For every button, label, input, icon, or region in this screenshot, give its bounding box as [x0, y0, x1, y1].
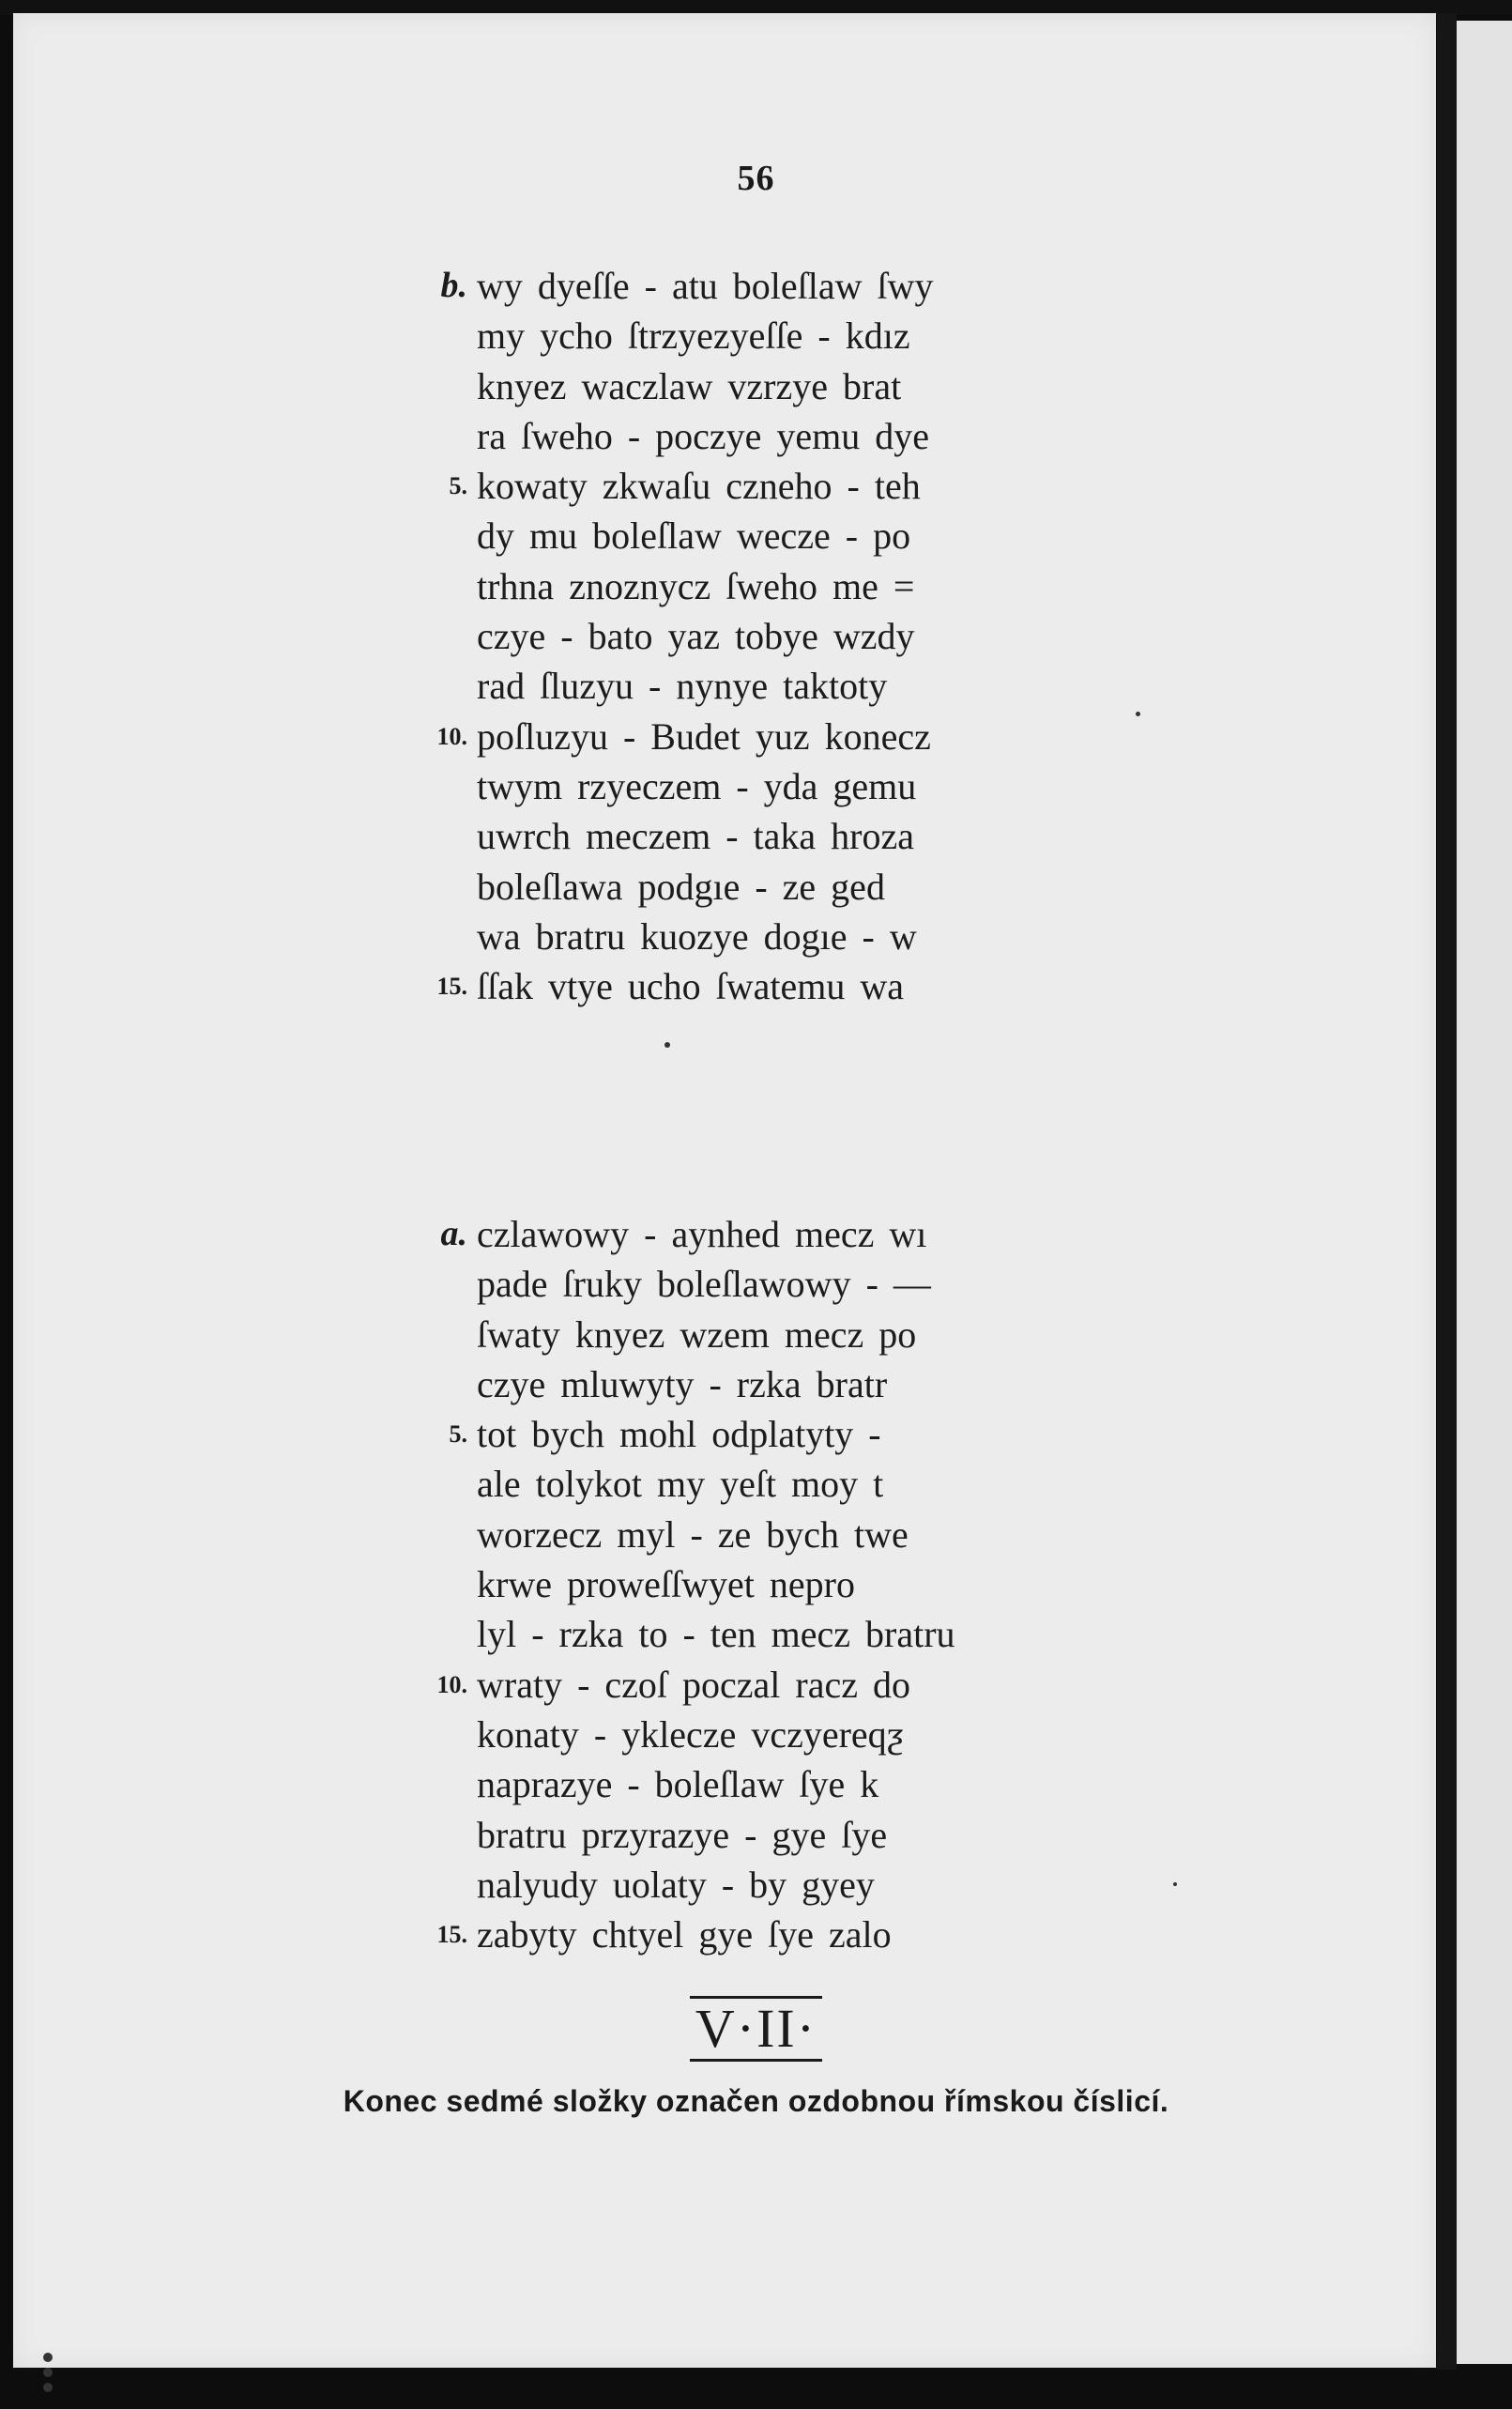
line-text: konaty - yklecze vczyereqƺ: [477, 1712, 904, 1756]
text-line: [413, 1609, 1089, 1659]
text-line: [413, 561, 1089, 611]
scan-mark: [43, 2353, 56, 2409]
text-line: [413, 1759, 1089, 1809]
text-line: [413, 1660, 1089, 1710]
line-text: czye - bato yaz tobye wzdy: [477, 615, 915, 658]
text-line: [413, 1910, 1089, 1959]
line-text: ſwaty knyez wzem mecz po: [477, 1312, 917, 1356]
line-number: 10.: [436, 722, 467, 750]
text-line: [413, 1310, 1089, 1359]
fragment-marker: a.: [440, 1214, 467, 1253]
line-number: 5.: [449, 1420, 467, 1449]
line-text: uwrch meczem - taka hroza: [477, 815, 914, 858]
roman-numeral: V·II·: [690, 1996, 822, 2062]
line-text: lyl - rzka to - ten mecz bratru: [477, 1613, 955, 1656]
line-number: 10.: [436, 1670, 467, 1698]
line-number: 5.: [449, 472, 467, 500]
line-text: wraty - czoſ poczal racz do: [477, 1663, 910, 1706]
page-number: 56: [737, 159, 775, 198]
line-text: dy mu boleſlaw wecze - po: [477, 514, 911, 558]
text-fragment-a: [413, 1209, 1089, 1959]
line-text: boleſlawa podgıe - ze ged: [477, 865, 885, 908]
scan-speck: [1136, 712, 1140, 716]
line-text: zabyty chtyel gye ſye zalo: [477, 1913, 892, 1956]
text-line: [413, 1409, 1089, 1459]
caption: Konec sedmé složky označen ozdobnou římskou číslicí.: [343, 2084, 1169, 2118]
line-text: my ycho ſtrzyezyeſſe - kdız: [477, 315, 910, 358]
text-line: [413, 912, 1089, 961]
line-text: krwe proweſſwyet nepro: [477, 1563, 855, 1606]
line-text: naprazye - boleſlaw ſye k: [477, 1763, 879, 1806]
text-line: [413, 811, 1089, 861]
line-number: 15.: [436, 1921, 467, 1949]
line-text: czye mluwyty - rzka bratr: [477, 1362, 888, 1405]
line-text: ra ſweho - poczye yemu dye: [477, 414, 930, 457]
text-line: [413, 1510, 1089, 1559]
text-fragment-b: [413, 261, 1089, 1011]
line-text: wy dyeſſe - atu boleſlaw ſwy: [477, 265, 934, 307]
text-line: [413, 961, 1089, 1011]
line-text: kowaty zkwaſu czneho - teh: [477, 465, 921, 508]
line-text: trhna znoznycz ſweho me =: [477, 564, 915, 607]
text-line: [413, 1259, 1089, 1309]
text-line: [413, 461, 1089, 511]
text-line: [413, 1559, 1089, 1609]
text-line: [413, 1209, 1089, 1259]
text-line: [413, 712, 1089, 761]
line-text: twym rzyeczem - yda gemu: [477, 764, 917, 807]
line-text: tot bych mohl odplatyty -: [477, 1413, 881, 1456]
scan-speck: [664, 1042, 670, 1048]
text-line: [413, 361, 1089, 411]
roman-numeral-ornament: [0, 1996, 1512, 2062]
text-line: [413, 611, 1089, 661]
text-line: [413, 1860, 1089, 1910]
line-number: 15.: [436, 973, 467, 1001]
line-text: rad ſluzyu - nynye taktoty: [477, 665, 888, 708]
text-line: [413, 661, 1089, 711]
line-text: knyez waczlaw vzrzye brat: [477, 364, 902, 407]
line-text: bratru przyrazye - gye ſye: [477, 1813, 888, 1856]
text-line: [413, 1459, 1089, 1509]
line-text: wa bratru kuozye dogıe - w: [477, 914, 917, 958]
line-text: ale tolykot my yeſt moy t: [477, 1463, 884, 1506]
text-line: [413, 411, 1089, 461]
text-line: [413, 1710, 1089, 1759]
text-line: [413, 1810, 1089, 1860]
fragment-marker: b.: [440, 266, 467, 305]
text-line: [413, 261, 1089, 311]
text-line: [413, 511, 1089, 560]
line-text: poſluzyu - Budet yuz konecz: [477, 714, 931, 758]
text-line: [413, 311, 1089, 361]
text-line: [413, 1359, 1089, 1409]
line-text: worzecz myl - ze bych twe: [477, 1512, 909, 1556]
line-text: czlawowy - aynhed mecz wı: [477, 1213, 927, 1255]
text-line: [413, 862, 1089, 912]
text-line: [413, 761, 1089, 811]
scan-speck: [1173, 1882, 1177, 1886]
line-text: nalyudy uolaty - by gyey: [477, 1863, 875, 1906]
line-text: pade ſruky boleſlawowy - —: [477, 1263, 931, 1306]
line-text: ſſak vtye ucho ſwatemu wa: [477, 965, 904, 1008]
